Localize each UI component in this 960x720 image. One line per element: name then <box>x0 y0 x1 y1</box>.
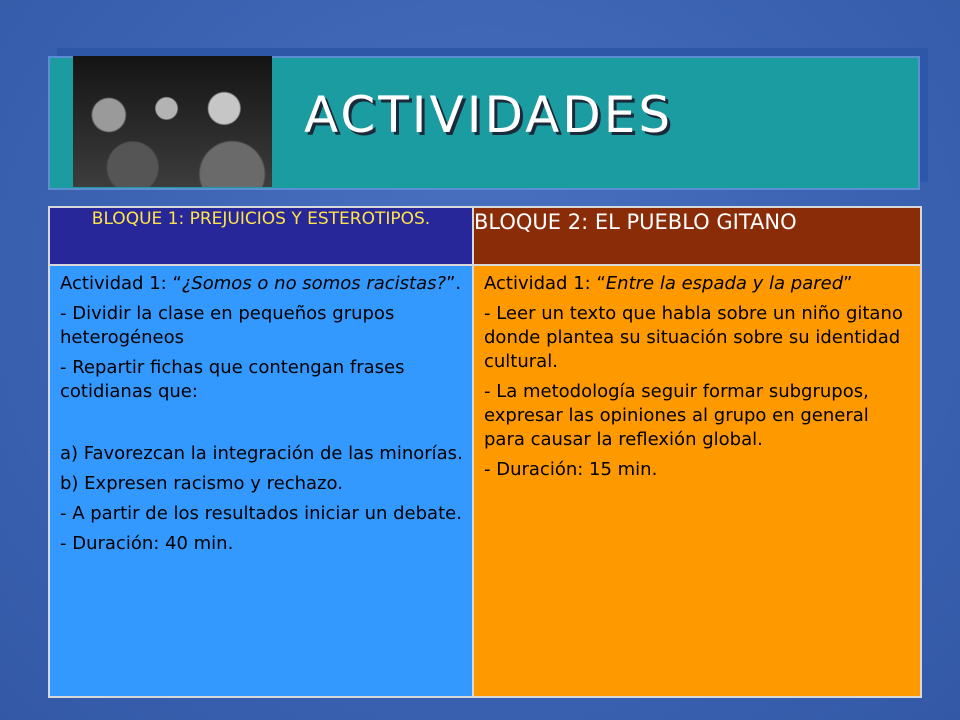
block1-item: - Duración: 40 min. <box>60 533 234 554</box>
slide-title: ACTIVIDADES <box>304 86 674 144</box>
block2-activity-suffix: ” <box>843 273 853 294</box>
block2-item: - Leer un texto que habla sobre un niño gitano donde plantea su situación sobre su identidad cultural. <box>484 303 903 372</box>
block1-item: a) Favorezcan la integración de las minorías. <box>60 443 463 464</box>
block1-activity-suffix: ”. <box>446 273 462 294</box>
photo-image <box>73 56 272 187</box>
block1-item: - A partir de los resultados iniciar un debate. <box>60 503 462 524</box>
block2-cell <box>473 265 921 697</box>
block2-activity-prefix: Actividad 1: “ <box>484 273 606 294</box>
block1-item: - Repartir fichas que contengan frases cotidianas que: <box>60 357 405 402</box>
block1-activity-prefix: Actividad 1: “ <box>60 273 182 294</box>
block1-header: BLOQUE 1: PREJUICIOS Y ESTEROTIPOS. <box>49 207 473 265</box>
activities-table <box>48 206 922 698</box>
block1-cell <box>49 265 473 697</box>
spacer <box>60 410 464 442</box>
block1-activity-name: ¿Somos o no somos racistas? <box>181 273 447 294</box>
block2-item: - La metodología seguir formar subgrupos, expresar las opiniones al grupo en general para causar la reflexión global. <box>484 381 869 450</box>
block2-item: - Duración: 15 min. <box>484 459 658 480</box>
block1-item: - Dividir la clase en pequeños grupos heterogéneos <box>60 303 395 348</box>
block2-activity-title <box>484 272 912 296</box>
block2-activity-name: Entre la espada y la pared <box>605 273 844 294</box>
block2-header: BLOQUE 2: EL PUEBLO GITANO <box>473 207 921 265</box>
block1-activity-title <box>60 272 464 296</box>
block1-item: b) Expresen racismo y rechazo. <box>60 473 343 494</box>
